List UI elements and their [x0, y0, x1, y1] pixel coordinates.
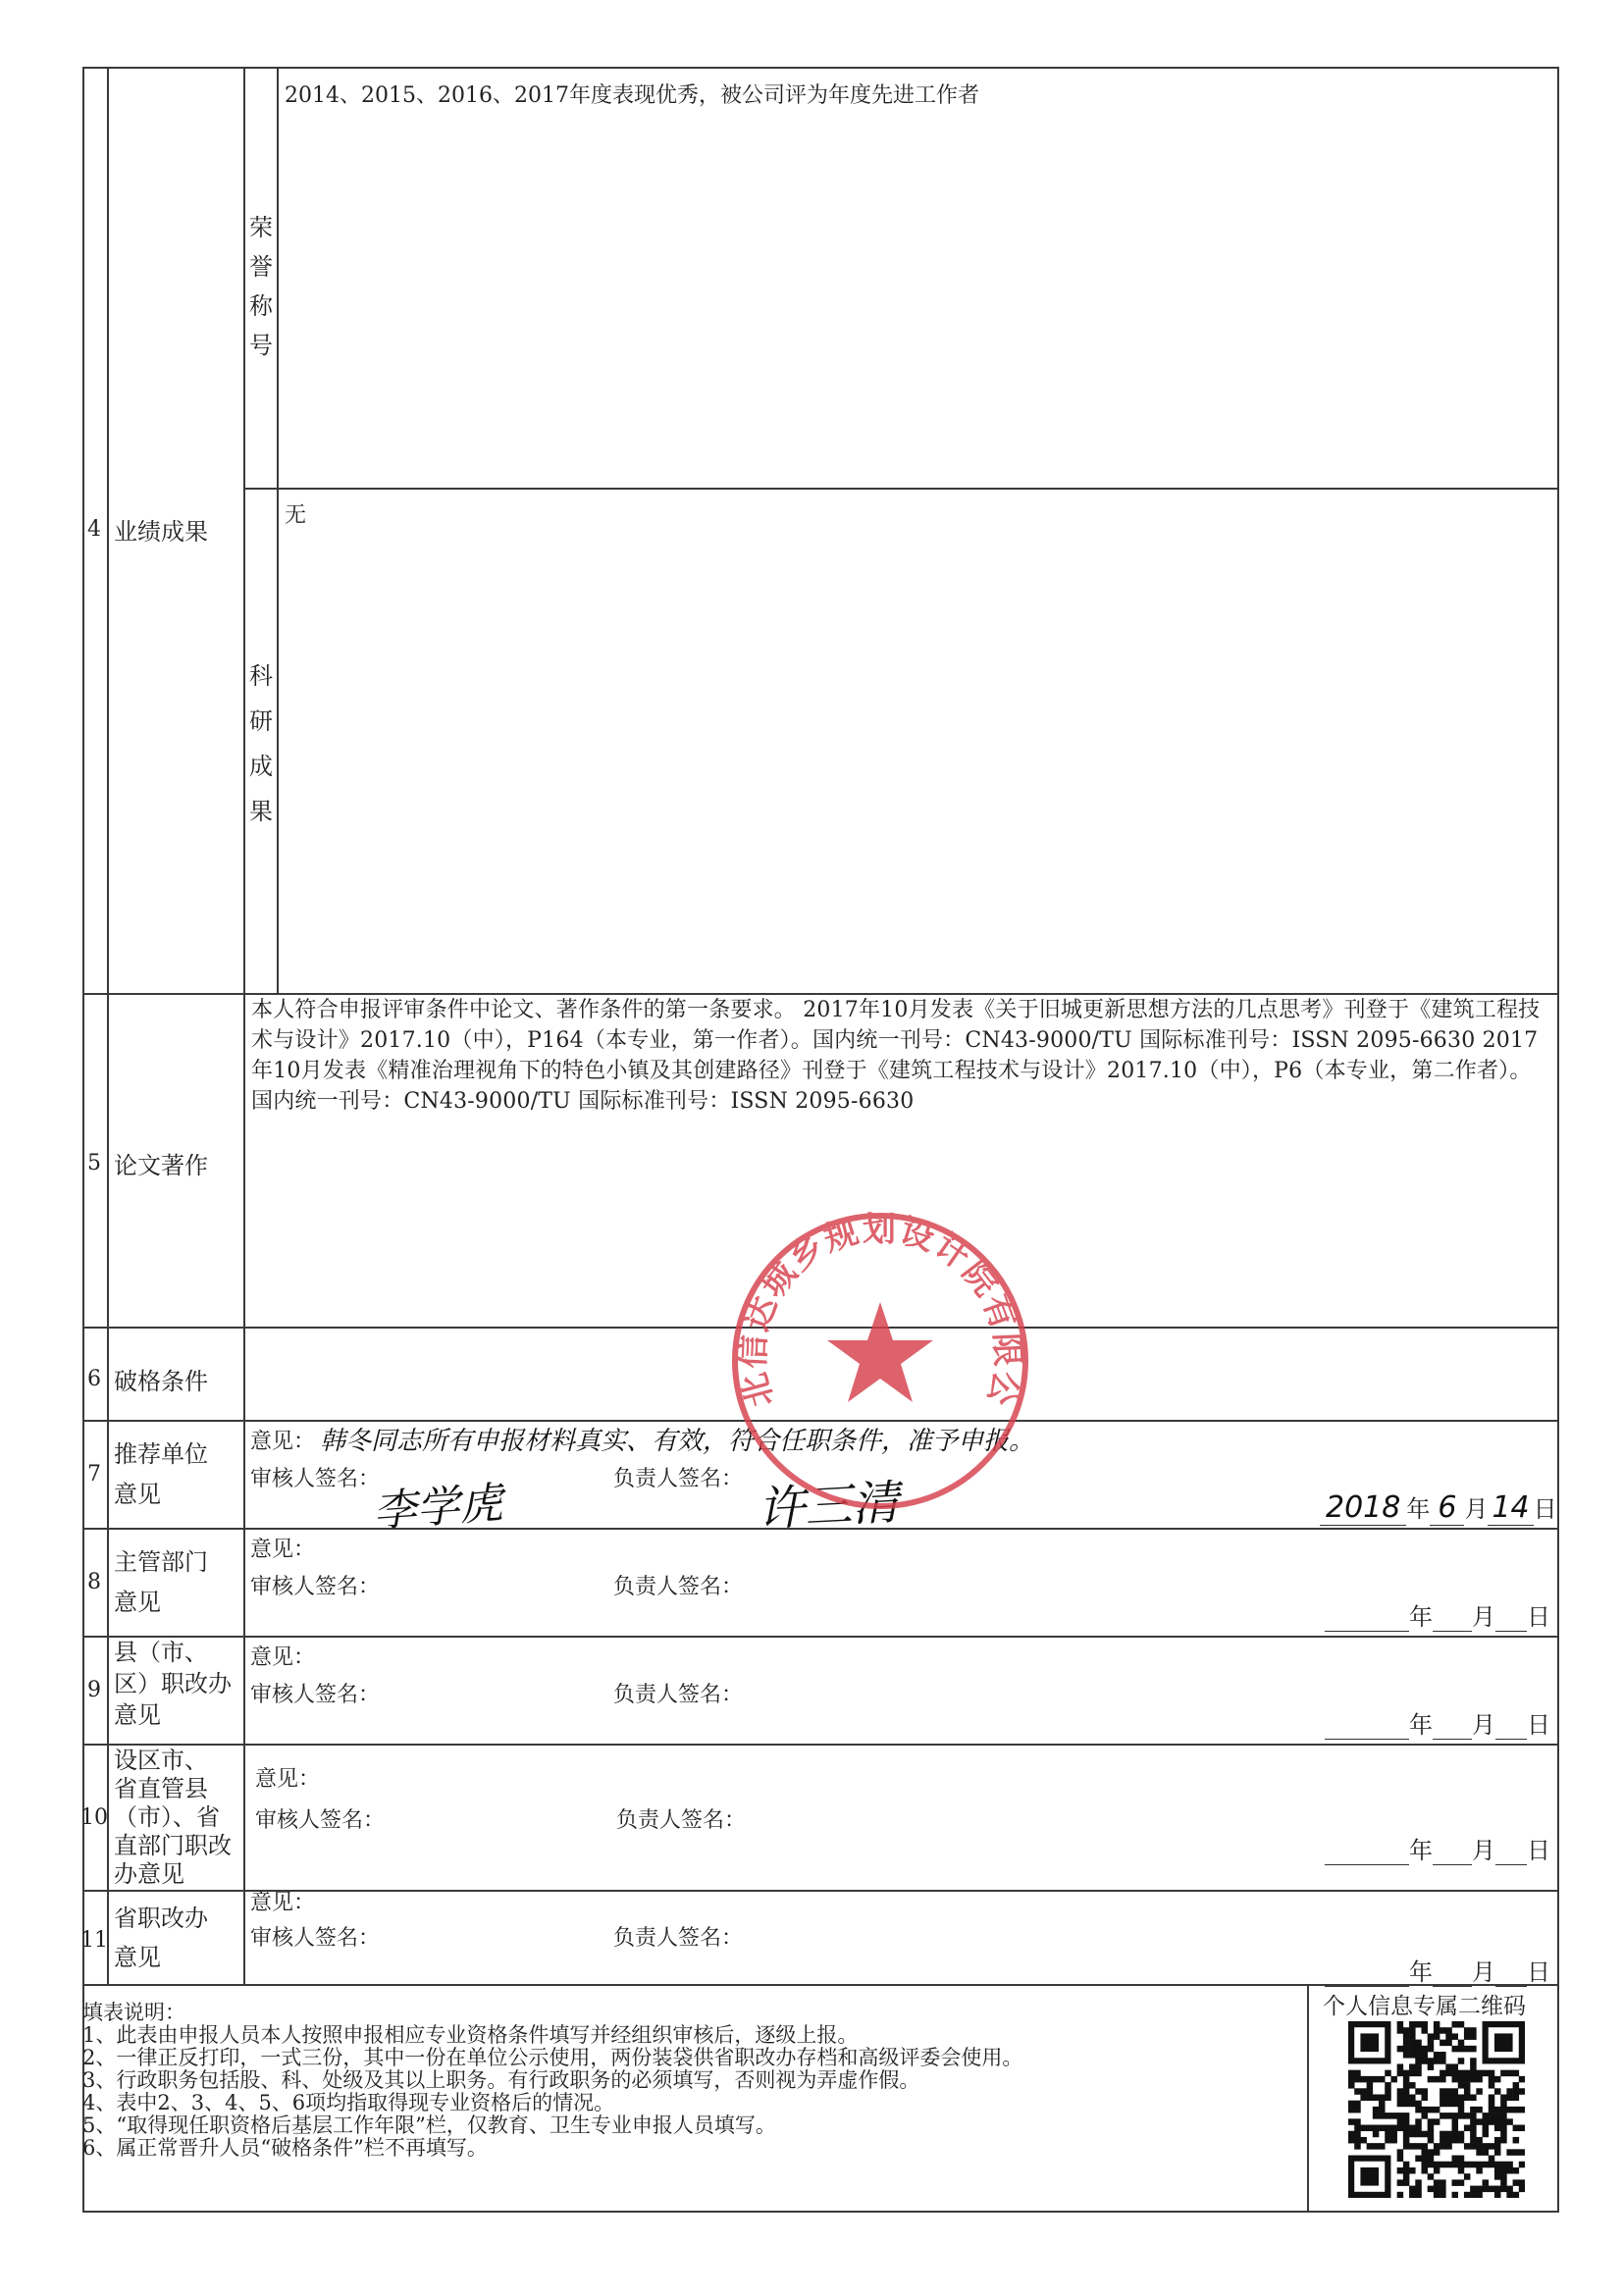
qr-code — [1348, 2021, 1525, 2198]
row7-number: 7 — [87, 1462, 101, 1487]
row9-date — [1325, 1705, 1550, 1740]
row10-label-line1: 设区市、 — [114, 1747, 208, 1774]
row8-number: 8 — [87, 1570, 101, 1594]
row5-number: 5 — [87, 1151, 101, 1175]
row10-label-line4: 直部门职改 — [114, 1832, 232, 1859]
seal-text: 北信达城乡规划设计院有限公 — [733, 1210, 1027, 1412]
notes-item: 5、“取得现任职资格后基层工作年限”栏，仅教育、卫生专业申报人员填写。 — [82, 2113, 776, 2137]
notes-item: 2、一律正反打印，一式三份，其中一份在单位公示使用，两份装袋供省职改办存档和高级评委会使用。 — [82, 2046, 1023, 2069]
row6-label: 破格条件 — [114, 1368, 208, 1395]
row10-label-line3: （市）、省 — [114, 1803, 220, 1831]
notes-item: 6、属正常晋升人员“破格条件”栏不再填写。 — [82, 2136, 488, 2160]
row7-reviewer-label: 审核人签名： — [250, 1467, 381, 1491]
row7-date-day: 14 — [1488, 1490, 1533, 1526]
company-seal-graphic — [728, 1209, 1032, 1513]
row9-month-label: 月 — [1472, 1711, 1495, 1739]
row10-reviewer-label: 审核人签名： — [255, 1808, 386, 1833]
notes-item: 3、行政职务包括股、科、处级及其以上职务。有行政职务的必须填写，否则视为弄虚作假。 — [82, 2068, 920, 2092]
row9-opinion-label: 意见： — [250, 1645, 316, 1670]
row5-label: 论文著作 — [114, 1152, 208, 1179]
row8-reviewer-label: 审核人签名： — [250, 1575, 381, 1599]
row11-reviewer-label: 审核人签名： — [250, 1926, 381, 1951]
row7-label-line1: 推荐单位 — [114, 1440, 208, 1468]
row7-year-label: 年 — [1406, 1495, 1431, 1523]
row11-label-line1: 省职改办 — [114, 1905, 208, 1932]
row10-month-label: 月 — [1472, 1837, 1495, 1864]
research-sub-label: 科研成果 — [249, 662, 273, 825]
fill-instructions — [82, 2002, 1022, 2160]
row9-reviewer-label: 审核人签名： — [250, 1683, 381, 1707]
qr-title: 个人信息专属二维码 — [1323, 1994, 1526, 2019]
row7-principal-label: 负责人签名： — [613, 1467, 744, 1491]
row10-year-label: 年 — [1409, 1837, 1433, 1864]
honor-sub-label: 荣誉称号 — [249, 214, 273, 359]
row7-reviewer-signature: 李学虎 — [371, 1478, 504, 1538]
row6-number: 6 — [87, 1367, 101, 1391]
row8-label-line1: 主管部门 — [114, 1548, 208, 1576]
row10-label-line5: 办意见 — [114, 1860, 184, 1888]
company-seal — [728, 1209, 1032, 1513]
row7-month-label: 月 — [1464, 1495, 1489, 1523]
row11-year-label: 年 — [1409, 1958, 1433, 1986]
row9-year-label: 年 — [1409, 1711, 1433, 1739]
row9-principal-label: 负责人签名： — [613, 1683, 744, 1707]
qr-code-graphic — [1348, 2021, 1525, 2198]
row8-opinion-label: 意见： — [250, 1538, 316, 1562]
row10-number: 10 — [80, 1805, 108, 1830]
row11-opinion-label: 意见： — [250, 1891, 316, 1915]
research-text: 无 — [285, 503, 307, 528]
row7-day-label: 日 — [1533, 1495, 1557, 1523]
row10-date — [1325, 1831, 1550, 1865]
row9-day-label: 日 — [1527, 1711, 1550, 1739]
row8-date — [1325, 1597, 1550, 1632]
notes-item: 4、表中2、3、4、5、6项均指取得现专业资格后的情况。 — [82, 2091, 615, 2114]
row8-year-label: 年 — [1409, 1603, 1433, 1631]
notes-title: 填表说明： — [82, 2001, 185, 2024]
row10-day-label: 日 — [1527, 1837, 1550, 1864]
row11-principal-label: 负责人签名： — [613, 1926, 744, 1951]
row7-opinion-handwriting: 韩冬同志所有申报材料真实、有效，符合任职条件，准予申报。 — [320, 1427, 1035, 1456]
row4-number: 4 — [87, 517, 101, 542]
row10-label-line2: 省直管县 — [114, 1775, 208, 1802]
honor-text: 2014、2015、2016、2017年度表现优秀，被公司评为年度先进工作者 — [285, 83, 979, 108]
row9-label-line1: 县（市、 — [114, 1639, 208, 1666]
row8-day-label: 日 — [1527, 1603, 1550, 1631]
row7-date-month: 6 — [1430, 1490, 1464, 1526]
row10-opinion-label: 意见： — [255, 1767, 321, 1792]
row7-date-year: 2018 — [1320, 1490, 1406, 1526]
row9-number: 9 — [87, 1678, 101, 1702]
row7-label-line2: 意见 — [114, 1481, 161, 1508]
row9-label-line3: 意见 — [114, 1701, 161, 1729]
paper-text: 本人符合申报评审条件中论文、著作条件的第一条要求。 2017年10月发表《关于旧城更新思想方法的几点思考》刊登于《建筑工程技术与设计》2017.10（中），P164（本专业，第一作者）。国内统一刊号：CN43-9000/TU 国际标准刊号：ISSN 2095-6630 2017年10月发表《精准治理视角下的特色小镇及其创建路径》刊登于《建筑工程技术与设计》2017.10（中），P6（本专业，第二作者）。国内统一刊号：CN43-9000/TU 国际标准刊号：ISSN 2095-6630 — [251, 998, 1541, 1114]
row11-number: 11 — [80, 1928, 108, 1953]
row8-label-line2: 意见 — [114, 1589, 161, 1616]
row8-month-label: 月 — [1472, 1603, 1495, 1631]
row7-date — [1320, 1489, 1557, 1525]
row7-principal-signature: 许三清 — [756, 1475, 901, 1538]
row11-month-label: 月 — [1472, 1958, 1495, 1986]
row11-day-label: 日 — [1527, 1958, 1550, 1986]
row11-label-line2: 意见 — [114, 1944, 161, 1971]
row8-principal-label: 负责人签名： — [613, 1575, 744, 1599]
row11-date — [1325, 1953, 1550, 1987]
row4-label: 业绩成果 — [114, 518, 208, 546]
row10-principal-label: 负责人签名： — [616, 1808, 747, 1833]
row9-label-line2: 区）职改办 — [114, 1670, 232, 1697]
row7-opinion-label: 意见： — [250, 1430, 316, 1454]
notes-item: 1、此表由申报人员本人按照申报相应专业资格条件填写并经组织审核后，逐级上报。 — [82, 2023, 859, 2047]
